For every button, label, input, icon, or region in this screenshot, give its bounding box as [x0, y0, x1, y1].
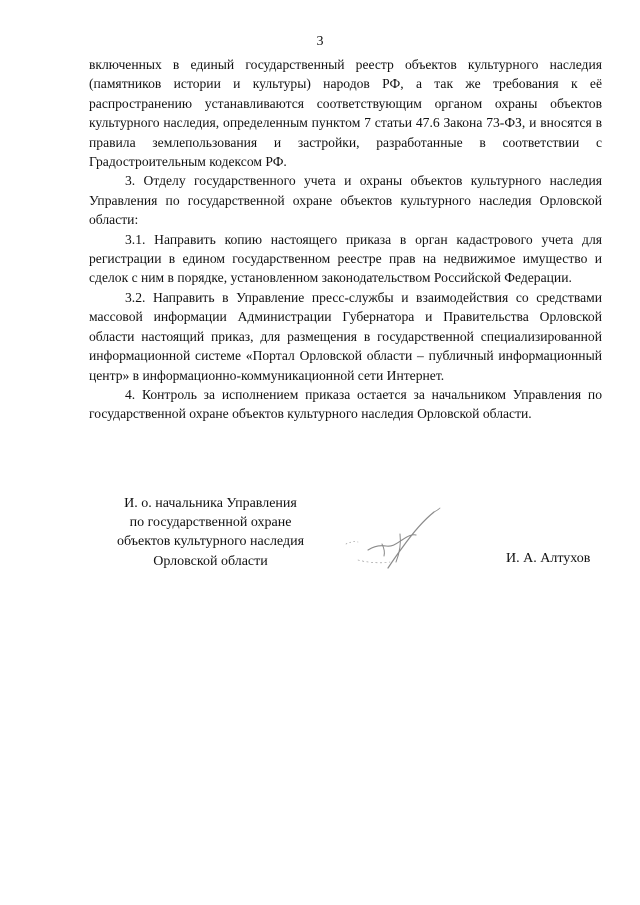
paragraph-item-3-1: 3.1. Направить копию настоящего приказа в орган кадастрового учета для регистрации в едином государственном реестре прав на недвижимое имущество и сделок с ним в порядке, установленном законодательством Российской Федерации. [89, 231, 602, 286]
signatory-position-line: по государственной охране [129, 515, 292, 531]
signatory-position-line: Орловской области [153, 553, 268, 569]
signatory-position-line: И. о. начальника Управления [124, 496, 297, 511]
paragraph-continuation: включенных в единый государственный реестр объектов культурного наследия (памятников истории и культуры) народов РФ, а так же требования к её распространению устанавливаются соответствующим органом охраны объектов культурного наследия, определенным пунктом 7 статьи 47.6 Закона 73-ФЗ, и вносятся в правила землепользования и застройки, разработанные в соответствии с Градостроительным кодексом РФ. [89, 57, 602, 170]
signature-block [0, 494, 640, 584]
paragraph-item-3-2: 3.2. Направить в Управление пресс-службы и взаимодействия со средствами массовой информации Администрации Губернатора и Правительства Орловской области настоящий приказ, для размещения в государственной специализированной информационной системе «Портал Орловской области – публичный информационный центр» в информационно-коммуникационной сети Интернет. [89, 289, 602, 383]
signatory-name: И. А. Алтухов [506, 551, 591, 566]
document-body [89, 55, 602, 424]
handwritten-signature [338, 504, 458, 582]
page-number: 3 [316, 34, 324, 49]
signatory-position-line: объектов культурного наследия [116, 534, 305, 550]
signatory-position [88, 494, 333, 571]
paragraph-item-4: 4. Контроль за исполнением приказа остается за начальником Управления по государственной охране объектов культурного наследия Орловской области. [89, 386, 602, 422]
paragraph-item-3: 3. Отделу государственного учета и охраны объектов культурного наследия Управления по государственной охране объектов культурного наследия Орловской области: [89, 173, 602, 228]
